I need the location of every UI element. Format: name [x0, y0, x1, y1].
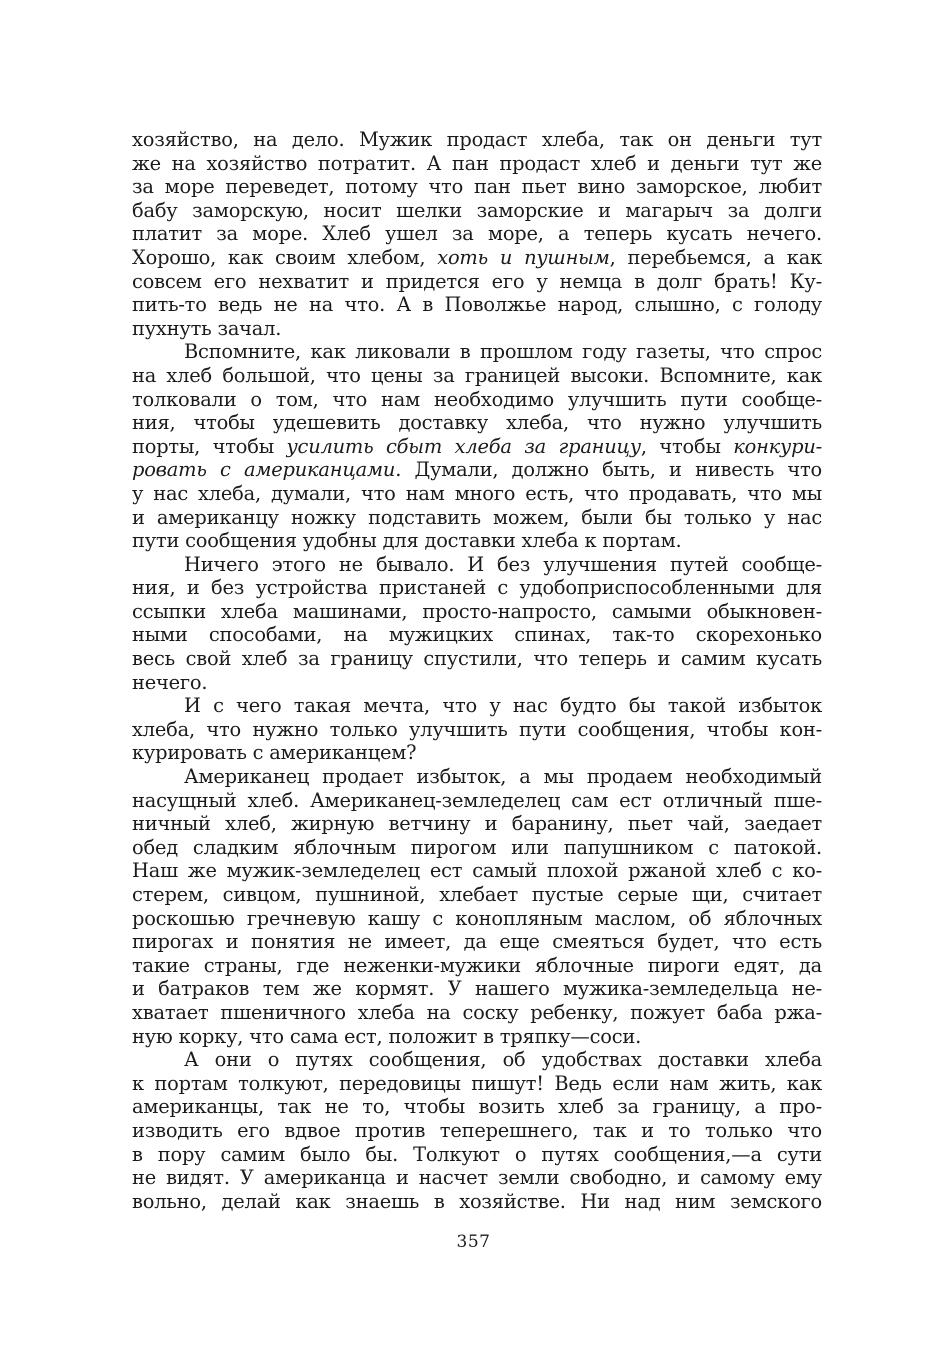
text-segment: нечего.	[132, 670, 208, 694]
text-line	[132, 954, 822, 978]
text-segment: порты, чтобы	[132, 434, 287, 458]
text-line	[132, 529, 822, 553]
text-line	[132, 623, 822, 647]
text-line	[132, 128, 822, 152]
text-line	[132, 647, 822, 671]
text-segment: насущный хлеб. Американец-земледелец сам ест отличный пше-	[132, 788, 822, 812]
text-line	[132, 977, 822, 1001]
text-line	[132, 907, 822, 931]
text-segment: совсем его нехватит и придется его у немца в долг брать! Ку-	[132, 269, 822, 293]
text-segment: у нас хлеба, думали, что нам много есть, что продавать, что мы	[132, 481, 822, 505]
text-line	[132, 1119, 822, 1143]
text-line	[132, 435, 822, 459]
text-segment: . Думали, должно быть, и нивесть что	[395, 458, 822, 482]
italic-text-segment: усилить сбыт хлеба за границу	[286, 434, 641, 458]
text-segment: ния, чтобы удешевить доставку хлеба, что нужно улучшить	[132, 411, 822, 435]
text-segment: И с чего такая мечта, что у нас будто бы такой избыток	[184, 694, 822, 718]
text-segment: и американцу ножку подставить можем, были бы только у нас	[132, 505, 822, 529]
text-line	[132, 458, 822, 482]
text-line	[132, 789, 822, 813]
text-line	[132, 1025, 822, 1049]
text-line	[132, 222, 822, 246]
text-line	[132, 836, 822, 860]
text-line	[132, 175, 822, 199]
text-line	[132, 600, 822, 624]
text-line	[132, 388, 822, 412]
text-segment: ссыпки хлеба машинами, просто-напросто, самыми обыкновен-	[132, 599, 822, 623]
text-line	[132, 741, 822, 765]
text-line	[132, 317, 822, 341]
text-segment: обед сладким яблочным пирогом или папушником с патокой.	[132, 835, 822, 859]
text-line	[132, 765, 822, 789]
text-line	[132, 930, 822, 954]
text-line	[132, 1143, 822, 1167]
text-segment: пирогах и понятия не имеет, да еще смеяться будет, что есть	[132, 930, 822, 954]
text-line	[132, 1190, 822, 1214]
text-segment: хватает пшеничного хлеба на соску ребенку, пожует баба ржа-	[132, 1000, 822, 1024]
text-segment: не видят. У американца и насчет земли свободно, и самому ему	[132, 1166, 822, 1190]
text-segment: американцы, так не то, чтобы возить хлеб за границу, а про-	[132, 1095, 822, 1119]
text-line	[132, 152, 822, 176]
text-segment: А они о путях сообщения, об удобствах доставки хлеба	[184, 1048, 822, 1072]
text-line	[132, 718, 822, 742]
text-segment: стерем, сивцом, пушниной, хлебает пустые серые щи, считает	[132, 883, 822, 906]
text-line	[132, 883, 822, 907]
text-line	[132, 553, 822, 577]
text-line	[132, 411, 822, 435]
text-line	[132, 1048, 822, 1072]
italic-text-segment: конкури-	[733, 434, 822, 458]
page-number: 357	[456, 1232, 491, 1252]
text-line	[132, 1072, 822, 1096]
text-segment: на хлеб большой, что цены за границей высоки. Вспомните, как	[132, 363, 822, 387]
text-segment: же на хозяйство потратит. А пан продаст хлеб и деньги тут же	[132, 151, 822, 175]
text-segment: пить-то ведь не на что. А в Поволжье народ, слышно, с голоду	[132, 293, 822, 317]
text-segment: Наш же мужик-земледелец ест самый плохой ржаной хлеб с ко-	[132, 859, 822, 883]
text-line	[132, 364, 822, 388]
text-segment: и батраков тем же кормят. У нашего мужика-земледельца не-	[132, 977, 822, 1001]
text-line	[132, 270, 822, 294]
text-segment: ными способами, на мужицких спинах, так-то скорехонько	[132, 623, 822, 647]
text-segment: роскошью гречневую кашу с конопляным маслом, об яблочных	[132, 906, 822, 930]
text-segment: изводить его вдвое против теперешнего, так и то только что	[132, 1118, 822, 1142]
text-segment: , перебьемся, а как	[609, 245, 822, 269]
text-segment: Американец продает избыток, а мы продаем необходимый	[184, 765, 822, 789]
text-segment: бабу заморскую, носит шелки заморские и магарыч за долги	[132, 198, 822, 222]
text-line	[132, 340, 822, 364]
italic-text-segment: ровать с американцами	[132, 458, 396, 482]
body-text	[132, 128, 822, 1213]
text-line	[132, 506, 822, 530]
text-segment: в пору самим было бы. Толкуют о путях сообщения,—а сути	[132, 1142, 822, 1166]
text-segment: вольно, делай как знаешь в хозяйстве. Ни над ним земского	[132, 1189, 822, 1213]
text-segment: Вспомните, как ликовали в прошлом году газеты, что спрос	[184, 340, 822, 364]
text-line	[132, 671, 822, 695]
text-segment: хозяйство, на дело. Мужик продаст хлеба, так он деньги тут	[132, 128, 822, 151]
text-segment: ния, и без устройства пристаней с удобоприспособленными для	[132, 576, 822, 600]
text-segment: платит за море. Хлеб ушел за море, а теперь кусать нечего.	[132, 222, 822, 246]
text-line	[132, 694, 822, 718]
text-line	[132, 1166, 822, 1190]
text-line	[132, 246, 822, 270]
text-segment: к портам толкуют, передовицы пишут! Ведь если нам жить, как	[132, 1071, 822, 1095]
text-segment: , чтобы	[640, 434, 734, 458]
text-segment: за море переведет, потому что пан пьет вино заморское, любит	[132, 175, 822, 199]
text-segment: хлеба, что нужно только улучшить пути сообщения, чтобы кон-	[132, 717, 822, 741]
text-segment: курировать с американцем?	[132, 741, 417, 765]
text-line	[132, 293, 822, 317]
text-segment: пути сообщения удобны для доставки хлеба к портам.	[132, 529, 682, 553]
text-segment: такие страны, где неженки-мужики яблочные пироги едят, да	[132, 953, 822, 977]
text-segment: весь свой хлеб за границу спустили, что теперь и самим кусать	[132, 647, 822, 671]
text-segment: толковали о том, что нам необходимо улучшить пути сообще-	[132, 387, 822, 411]
text-line	[132, 1001, 822, 1025]
text-segment: пухнуть зачал.	[132, 316, 282, 340]
italic-text-segment: хоть и пушным	[437, 245, 610, 269]
text-segment: Хорошо, как своим хлебом,	[132, 245, 438, 269]
text-line	[132, 1095, 822, 1119]
text-segment: ничный хлеб, жирную ветчину и баранину, пьет чай, заедает	[132, 812, 822, 836]
text-line	[132, 482, 822, 506]
text-line	[132, 859, 822, 883]
text-line	[132, 576, 822, 600]
text-segment: Ничего этого не бывало. И без улучшения путей сообще-	[184, 552, 822, 576]
text-line	[132, 199, 822, 223]
text-segment: ную корку, что сама ест, положит в тряпку—соси.	[132, 1024, 642, 1048]
text-line	[132, 812, 822, 836]
